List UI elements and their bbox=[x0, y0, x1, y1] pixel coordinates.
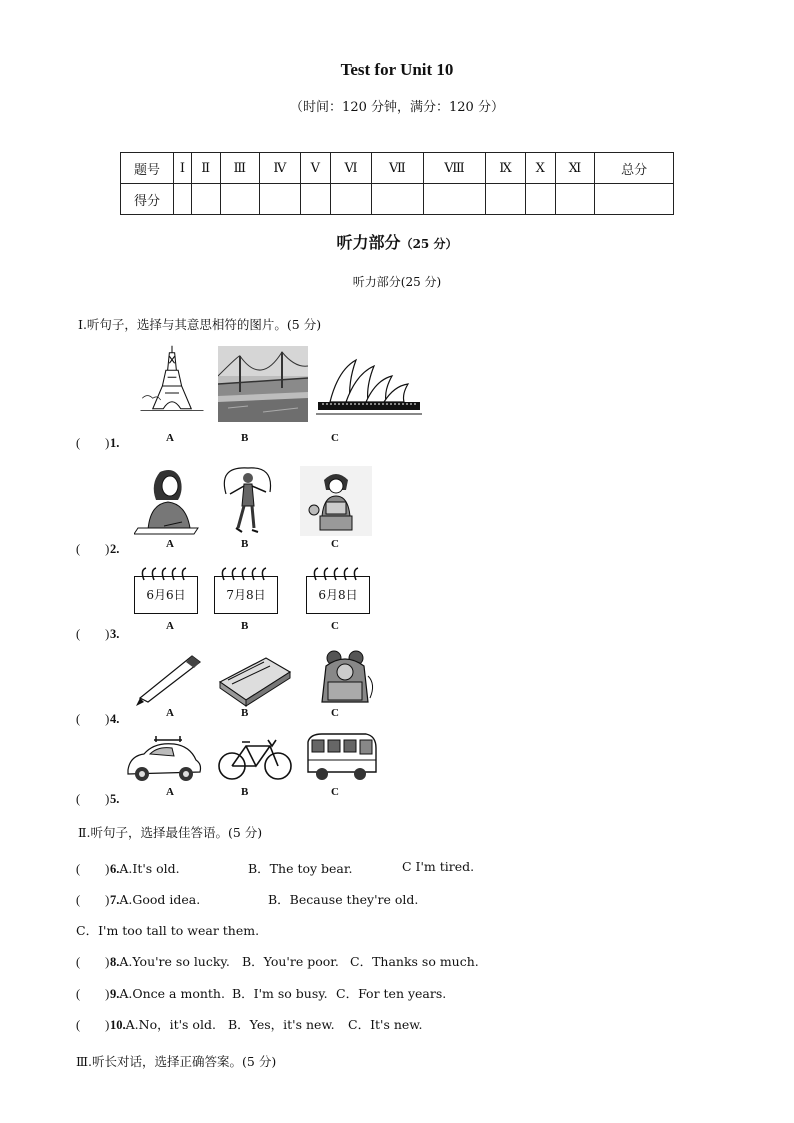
option-label: A bbox=[166, 432, 174, 444]
cell-section: Ⅺ bbox=[555, 153, 595, 184]
option-label: C bbox=[331, 620, 339, 632]
score-cell[interactable] bbox=[423, 184, 486, 215]
question-number: 9. bbox=[110, 987, 120, 1001]
question-number: 8. bbox=[110, 955, 120, 969]
sydney-opera-house-icon[interactable] bbox=[316, 356, 422, 418]
option-label: C bbox=[331, 786, 339, 798]
pen-icon[interactable] bbox=[134, 652, 204, 708]
option-label: B bbox=[241, 620, 249, 632]
option-c[interactable]: C．For ten years. bbox=[336, 986, 447, 1001]
option-label: B bbox=[241, 432, 249, 444]
answer-blank[interactable]: ( ) bbox=[76, 792, 110, 806]
score-table bbox=[120, 152, 674, 215]
pencil-case-icon[interactable] bbox=[216, 652, 294, 708]
part1-heading: Ⅰ.听句子，选择与其意思相符的图片。(5 分) bbox=[78, 317, 322, 332]
calendar-date: 7月8日 bbox=[226, 588, 266, 602]
golden-gate-bridge-photo[interactable] bbox=[218, 346, 308, 422]
option-b[interactable]: B．You're poor. bbox=[242, 954, 339, 969]
listening-title-score: （25 分） bbox=[400, 237, 458, 251]
cell-section: Ⅳ bbox=[259, 153, 300, 184]
option-b[interactable]: B．I'm so busy. bbox=[232, 986, 328, 1001]
calendar-icon[interactable] bbox=[214, 566, 278, 616]
option-a[interactable]: A.You're so lucky. bbox=[119, 954, 230, 969]
eiffel-tower-icon[interactable] bbox=[136, 344, 208, 414]
cell-label-number: 题号 bbox=[121, 153, 174, 184]
calendar-rings-icon bbox=[310, 566, 366, 582]
calendar-date: 6月6日 bbox=[146, 588, 186, 602]
score-cell[interactable] bbox=[486, 184, 525, 215]
score-cell[interactable] bbox=[174, 184, 192, 215]
listening-section-subtitle: 听力部分(25 分) bbox=[352, 275, 442, 289]
page-subtitle: （时间：120 分钟，满分：120 分） bbox=[290, 100, 504, 115]
girl-reading-icon[interactable] bbox=[300, 466, 372, 536]
part2-heading: Ⅱ.听句子，选择最佳答语。(5 分) bbox=[78, 825, 263, 840]
score-cell[interactable] bbox=[525, 184, 555, 215]
score-cell[interactable] bbox=[371, 184, 423, 215]
score-cell[interactable] bbox=[300, 184, 330, 215]
option-b[interactable]: B．The toy bear. bbox=[248, 861, 353, 876]
question-1-row bbox=[76, 433, 119, 451]
cell-section: Ⅹ bbox=[525, 153, 555, 184]
score-table-header-row bbox=[121, 153, 674, 184]
question-number: 6. bbox=[110, 862, 120, 876]
cell-section: Ⅱ bbox=[191, 153, 220, 184]
listening-section-title bbox=[0, 230, 794, 253]
car-icon[interactable] bbox=[124, 734, 204, 784]
option-label: A bbox=[166, 786, 174, 798]
question-2-row bbox=[76, 539, 119, 557]
answer-blank[interactable]: ( ) bbox=[76, 712, 110, 726]
girl-writing-icon[interactable] bbox=[134, 466, 202, 536]
schoolbag-icon[interactable] bbox=[316, 648, 378, 708]
girl-skipping-rope-icon[interactable] bbox=[218, 462, 278, 536]
option-label: B bbox=[241, 538, 249, 550]
calendar-rings-icon bbox=[218, 566, 274, 582]
question-number: 4. bbox=[110, 712, 120, 726]
option-label: A bbox=[166, 707, 174, 719]
calendar-rings-icon bbox=[138, 566, 194, 582]
question-number: 10. bbox=[110, 1018, 126, 1032]
question-9-row bbox=[76, 984, 225, 1002]
cell-section: Ⅶ bbox=[371, 153, 423, 184]
calendar-icon[interactable] bbox=[134, 566, 198, 616]
option-label: A bbox=[166, 538, 174, 550]
answer-blank[interactable]: ( ) bbox=[76, 627, 110, 641]
cell-section: Ⅰ bbox=[174, 153, 192, 184]
answer-blank[interactable]: ( ) bbox=[76, 1018, 110, 1032]
answer-blank[interactable]: ( ) bbox=[76, 955, 110, 969]
question-4-row bbox=[76, 709, 119, 727]
answer-blank[interactable]: ( ) bbox=[76, 862, 110, 876]
question-number: 2. bbox=[110, 542, 120, 556]
question-6-row bbox=[76, 859, 180, 877]
option-label: B bbox=[241, 707, 249, 719]
cell-label-score: 得分 bbox=[121, 184, 174, 215]
question-number: 1. bbox=[110, 436, 120, 450]
page-title: Test for Unit 10 bbox=[340, 60, 454, 79]
answer-blank[interactable]: ( ) bbox=[76, 436, 110, 450]
option-label: C bbox=[331, 707, 339, 719]
cell-section: Ⅲ bbox=[220, 153, 259, 184]
answer-blank[interactable]: ( ) bbox=[76, 987, 110, 1001]
part3-heading: Ⅲ.听长对话，选择正确答案。(5 分) bbox=[76, 1054, 277, 1069]
question-8-row bbox=[76, 952, 230, 970]
option-c[interactable]: C．It's new. bbox=[348, 1017, 423, 1032]
bicycle-icon[interactable] bbox=[216, 734, 294, 782]
bus-icon[interactable] bbox=[304, 730, 378, 784]
score-cell[interactable] bbox=[330, 184, 371, 215]
option-label: A bbox=[166, 620, 174, 632]
question-10-row bbox=[76, 1015, 216, 1033]
answer-blank[interactable]: ( ) bbox=[76, 893, 110, 907]
cell-total: 总分 bbox=[595, 153, 674, 184]
option-c[interactable]: C．I'm too tall to wear them. bbox=[76, 923, 260, 938]
question-number: 7. bbox=[110, 893, 120, 907]
option-label: C bbox=[331, 432, 339, 444]
cell-section: Ⅷ bbox=[423, 153, 486, 184]
question-number: 5. bbox=[110, 792, 120, 806]
option-a[interactable]: A.Good idea. bbox=[119, 892, 201, 907]
score-cell[interactable] bbox=[191, 184, 220, 215]
score-cell[interactable] bbox=[259, 184, 300, 215]
question-5-row bbox=[76, 789, 119, 807]
question-7-row bbox=[76, 890, 200, 908]
option-a[interactable]: A.No，it's old. bbox=[125, 1017, 216, 1032]
option-c[interactable]: C．Thanks so much. bbox=[350, 954, 479, 969]
option-label: C bbox=[331, 538, 339, 550]
cell-section: Ⅵ bbox=[330, 153, 371, 184]
option-b[interactable]: B．Because they're old. bbox=[268, 892, 419, 907]
question-number: 3. bbox=[110, 627, 120, 641]
answer-blank[interactable]: ( ) bbox=[76, 542, 110, 556]
option-b[interactable]: B．Yes，it's new. bbox=[228, 1017, 335, 1032]
option-label: B bbox=[241, 786, 249, 798]
score-table-score-row bbox=[121, 184, 674, 215]
score-cell[interactable] bbox=[595, 184, 674, 215]
calendar-icon[interactable] bbox=[306, 566, 370, 616]
listening-title-text: 听力部分 bbox=[336, 233, 401, 252]
cell-section: Ⅸ bbox=[486, 153, 525, 184]
score-cell[interactable] bbox=[220, 184, 259, 215]
option-c[interactable]: C I'm tired. bbox=[402, 859, 475, 874]
question-3-row bbox=[76, 624, 119, 642]
option-a[interactable]: A.It's old. bbox=[119, 861, 180, 876]
option-a[interactable]: A.Once a month. bbox=[119, 986, 225, 1001]
score-cell[interactable] bbox=[555, 184, 595, 215]
calendar-date: 6月8日 bbox=[318, 588, 358, 602]
cell-section: Ⅴ bbox=[300, 153, 330, 184]
